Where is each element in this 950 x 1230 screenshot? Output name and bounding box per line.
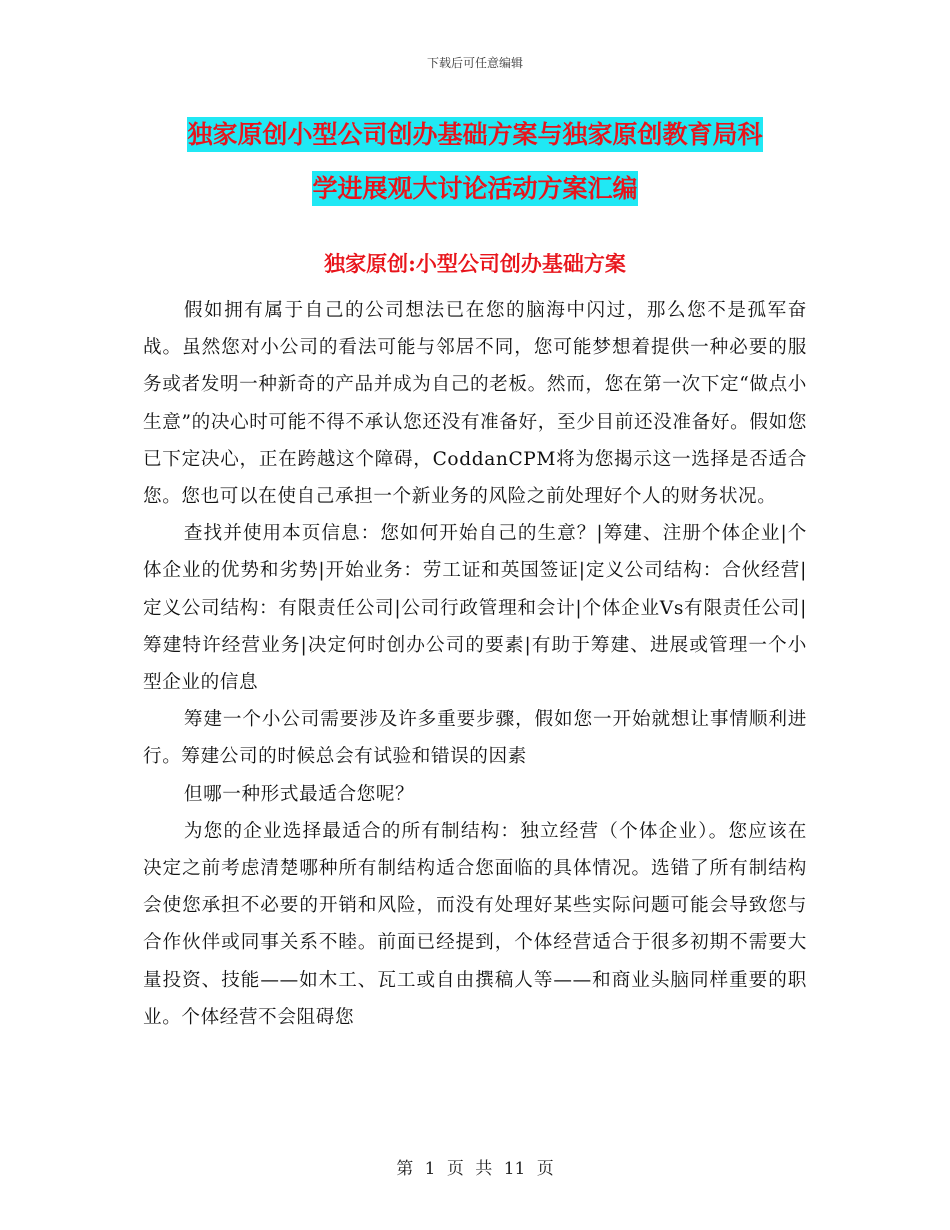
document-title-line-2: 学进展观大讨论活动方案汇编 bbox=[312, 171, 637, 206]
document-title bbox=[140, 108, 810, 216]
paragraph-4: 但哪一种形式最适合您呢？ bbox=[183, 783, 415, 805]
document-title-line-1: 独家原创小型公司创办基础方案与独家原创教育局科 bbox=[187, 117, 762, 152]
page-header-note: 下载后可任意编辑 bbox=[426, 56, 523, 70]
paragraph-3: 筹建一个小公司需要涉及许多重要步骤，假如您一开始就想让事情顺利进行。筹建公司的时候总会有试验和错误的因素 bbox=[143, 709, 807, 768]
document-body bbox=[143, 292, 807, 1036]
paragraph-1: 假如拥有属于自己的公司想法已在您的脑海中闪过，那么您不是孤军奋战。虽然您对小公司的看法可能与邻居不同，您可能梦想着提供一种必要的服务或者发明一种新奇的产品并成为自己的老板。然而，您在第一次下定“做点小生意”的决心时可能不得不承认您还没有准备好，至少目前还没准备好。假如您已下定决心，正在跨越这个障碍，CoddanCPM将为您揭示这一选择是否适合您。您也可以在使自己承担一个新业务的风险之前处理好个人的财务状况。 bbox=[143, 300, 807, 508]
paragraph-5: 为您的企业选择最适合的所有制结构：独立经营（个体企业）。您应该在决定之前考虑清楚哪种所有制结构适合您面临的具体情况。选错了所有制结构会使您承担不必要的开销和风险，而没有处理好某些实际问题可能会导致您与合作伙伴或同事关系不睦。前面已经提到，个体经营适合于很多初期不需要大量投资、技能——如木工、瓦工或自由撰稿人等——和商业头脑同样重要的职业。个体经营不会阻碍您 bbox=[143, 820, 807, 1028]
section-title: 独家原创:小型公司创办基础方案 bbox=[324, 251, 626, 276]
page-footer: 第 1 页 共 11 页 bbox=[396, 1159, 554, 1179]
paragraph-2: 查找并使用本页信息：您如何开始自己的生意？|筹建、注册个体企业|个体企业的优势和劣势|开始业务：劳工证和英国签证|定义公司结构：合伙经营|定义公司结构：有限责任公司|公司行政管理和会计|个体企业Vs有限责任公司|筹建特许经营业务|决定何时创办公司的要素|有助于筹建、进展或管理一个小型企业的信息 bbox=[143, 523, 807, 694]
